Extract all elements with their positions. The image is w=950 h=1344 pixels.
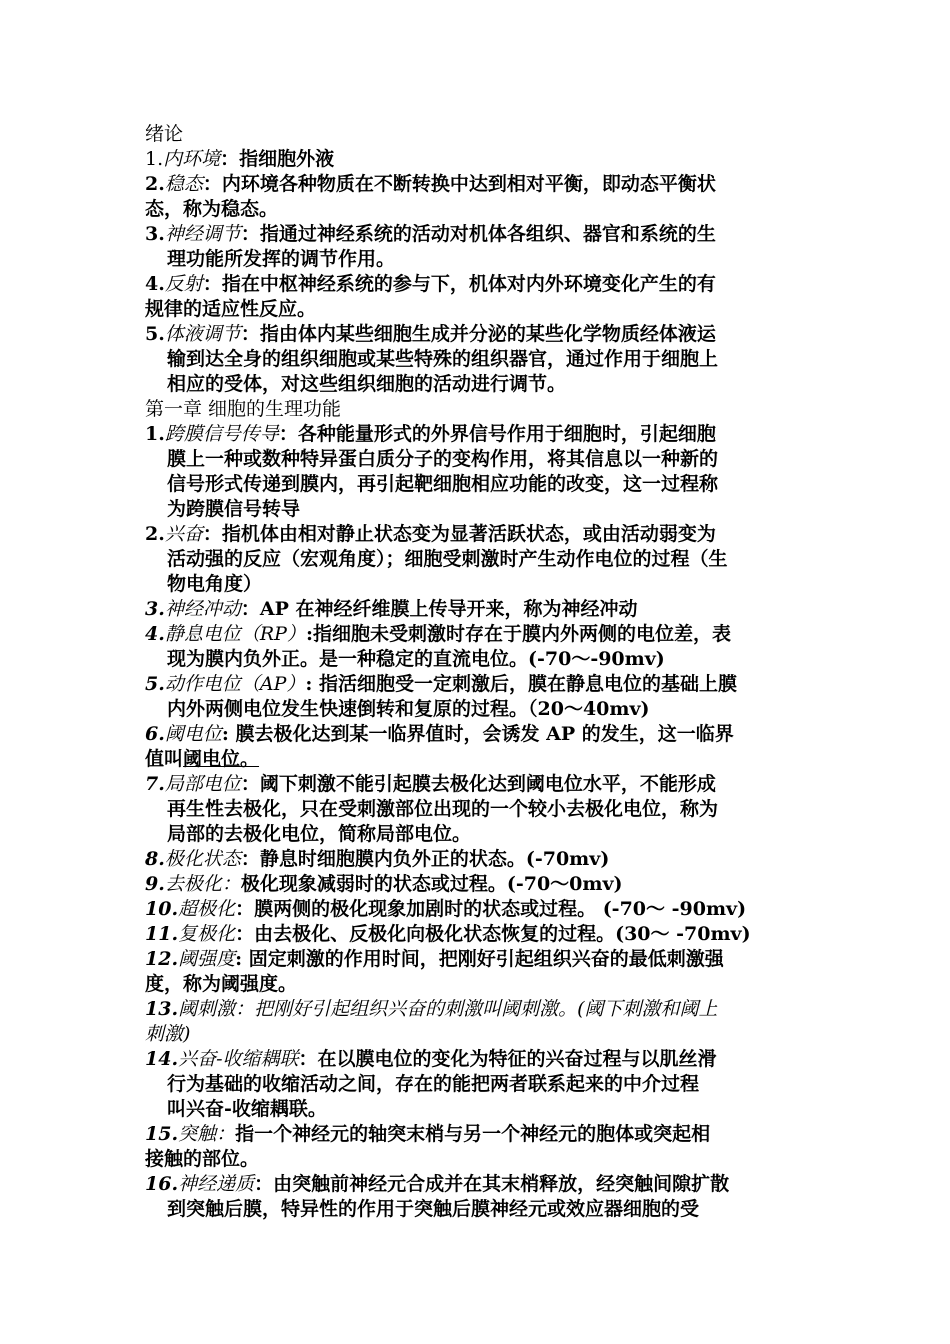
definition-item	[145, 322, 810, 397]
definition-item	[145, 522, 810, 597]
definition-item	[145, 147, 810, 172]
item-term: 稳态	[164, 173, 203, 195]
item-term: 兴奋-收缩耦联	[178, 1048, 299, 1070]
item-number: 1.	[145, 423, 165, 445]
item-text: 物电角度）	[167, 573, 263, 595]
item-text: 活动强的反应（宏观角度）；细胞受刺激时产生动作电位的过程（生	[167, 548, 728, 570]
item-text: 为跨膜信号转导	[167, 498, 301, 520]
definition-item	[145, 422, 810, 522]
item-number: 12.	[145, 948, 179, 970]
item-term: 反射	[164, 273, 203, 295]
item-text: 膜上一种或数种特异蛋白质分子的变构作用，将其信息以一种新的	[167, 448, 719, 470]
item-number: 3.	[145, 598, 165, 620]
item-number: 10.	[145, 898, 179, 920]
item-number: 1.	[145, 148, 164, 170]
section-heading-chapter1: 第一章 细胞的生理功能	[145, 398, 342, 420]
definition-item	[145, 947, 810, 997]
item-text: :指细胞未受刺激时存在于膜内外两侧的电位差，表	[305, 623, 731, 645]
item-number: 6.	[145, 723, 165, 745]
item-term: 复极化	[178, 923, 236, 945]
item-text: 度，称为阈强度。	[145, 973, 298, 995]
definition-item	[145, 1122, 810, 1172]
item-text: ：各种能量形式的外界信号作用于细胞时，引起细胞	[278, 423, 716, 445]
definition-item	[145, 172, 810, 222]
item-text: 接触的部位。	[145, 1148, 260, 1170]
item-text-italic: 阈刺激：把刚好引起组织兴奋的刺激叫阈刺激。(阈下刺激和阈上	[178, 998, 718, 1020]
item-term: 静息电位（RP）	[164, 623, 306, 645]
definition-item	[145, 1172, 810, 1222]
item-text: : 固定刺激的作用时间，把刚好引起组织兴奋的最低刺激强	[235, 948, 724, 970]
item-number: 16.	[145, 1173, 179, 1195]
definition-item	[145, 597, 810, 622]
item-text: ：在以膜电位的变化为特征的兴奋过程与以肌丝滑	[298, 1048, 717, 1070]
item-number: 13.	[145, 998, 179, 1020]
item-number: 8.	[145, 848, 165, 870]
item-term: 神经冲动	[164, 598, 241, 620]
item-term: 局部电位	[164, 773, 241, 795]
item-number: 3.	[145, 223, 165, 245]
item-text: 态，称为稳态。	[145, 198, 279, 220]
definition-item	[145, 997, 810, 1047]
item-text-underlined: 阈电位。	[183, 748, 260, 770]
item-term: 去极化：	[164, 873, 241, 895]
item-number: 9.	[145, 873, 165, 895]
item-text: ：静息时细胞膜内负外正的状态。(-70mv)	[240, 848, 610, 870]
item-text: ：由去极化、反极化向极化状态恢复的过程。(30～ -70mv)	[235, 923, 751, 945]
item-text: 理功能所发挥的调节作用。	[167, 248, 396, 270]
item-term: 极化状态	[164, 848, 241, 870]
definition-item	[145, 272, 810, 322]
definition-item	[145, 847, 810, 872]
item-text: 指一个神经元的轴突末梢与另一个神经元的胞体或突起相	[235, 1123, 711, 1145]
item-term: 超极化	[178, 898, 236, 920]
definition-item	[145, 672, 810, 722]
item-number: 5.	[145, 673, 165, 695]
item-text: ：指由体内某些细胞生成并分泌的某些化学物质经体液运	[240, 323, 716, 345]
item-text: ：由突触前神经元合成并在其末梢释放，经突触间隙扩散	[254, 1173, 730, 1195]
item-term: 动作电位（AP）	[164, 673, 306, 695]
definition-item	[145, 622, 810, 672]
item-text: 规律的适应性反应。	[145, 298, 317, 320]
item-text: 现为膜内负外正。是一种稳定的直流电位。(-70～-90mv)	[167, 648, 665, 670]
item-text: 局部的去极化电位，简称局部电位。	[167, 823, 472, 845]
item-text: ：AP 在神经纤维膜上传导开来，称为神经冲动	[240, 598, 638, 620]
item-text: 到突触后膜，特异性的作用于突触后膜神经元或效应器细胞的受	[167, 1198, 700, 1220]
definition-item	[145, 872, 810, 897]
item-term: 内环境	[163, 148, 221, 170]
item-number: 15.	[145, 1123, 179, 1145]
definition-item	[145, 897, 810, 922]
item-term: 神经递质	[178, 1173, 255, 1195]
item-text: ：阈下刺激不能引起膜去极化达到阈电位水平，不能形成	[240, 773, 716, 795]
item-term: 兴奋	[164, 523, 203, 545]
document-body	[145, 122, 810, 1222]
definition-item	[145, 772, 810, 847]
item-text: 再生性去极化，只在受刺激部位出现的一个较小去极化电位，称为	[167, 798, 719, 820]
item-text: ：指细胞外液	[220, 148, 335, 170]
item-term: 神经调节	[164, 223, 241, 245]
definition-item	[145, 222, 810, 272]
item-text: 极化现象减弱时的状态或过程。(-70～0mv)	[240, 873, 623, 895]
item-text: ：指通过神经系统的活动对机体各组织、器官和系统的生	[240, 223, 716, 245]
item-number: 4.	[145, 623, 165, 645]
item-text: ：指机体由相对静止状态变为显著活跃状态，或由活动弱变为	[202, 523, 716, 545]
definition-item	[145, 922, 810, 947]
item-term: 体液调节	[164, 323, 241, 345]
item-text: ：指在中枢神经系统的参与下，机体对内外环境变化产生的有	[202, 273, 716, 295]
item-text-italic: 刺激)	[145, 1023, 191, 1045]
item-number: 4.	[145, 273, 165, 295]
definition-item	[145, 1047, 810, 1122]
item-number: 14.	[145, 1048, 179, 1070]
item-text: ：内环境各种物质在不断转换中达到相对平衡，即动态平衡状	[202, 173, 716, 195]
item-text: 信号形式传递到膜内，再引起靶细胞相应功能的改变，这一过程称	[167, 473, 719, 495]
item-text: 叫兴奋-收缩耦联。	[167, 1098, 327, 1120]
item-term: 阈电位	[164, 723, 222, 745]
item-text: 行为基础的收缩活动之间，存在的能把两者联系起来的中介过程	[167, 1073, 700, 1095]
item-text: : 指活细胞受一定刺激后，膜在静息电位的基础上膜	[305, 673, 737, 695]
item-text: ：膜两侧的极化现象加剧时的状态或过程。 (-70～ -90mv)	[235, 898, 747, 920]
item-text: 值叫	[145, 748, 184, 770]
item-number: 11.	[145, 923, 179, 945]
item-number: 7.	[145, 773, 165, 795]
item-text: 相应的受体，对这些组织细胞的活动进行调节。	[167, 373, 567, 395]
section-heading-intro: 绪论	[145, 123, 184, 145]
item-number: 2.	[145, 173, 165, 195]
item-text: 输到达全身的组织细胞或某些特殊的组织器官，通过作用于细胞上	[167, 348, 719, 370]
item-term: 跨膜信号传导	[164, 423, 279, 445]
item-term: 突触：	[178, 1123, 236, 1145]
item-number: 5.	[145, 323, 165, 345]
item-text: 内外两侧电位发生快速倒转和复原的过程。（20～40mv)	[167, 698, 650, 720]
item-term: 阈强度	[178, 948, 236, 970]
item-text: : 膜去极化达到某一临界值时，会诱发 AP 的发生，这一临界	[221, 723, 734, 745]
item-number: 2.	[145, 523, 165, 545]
definition-item	[145, 722, 810, 772]
